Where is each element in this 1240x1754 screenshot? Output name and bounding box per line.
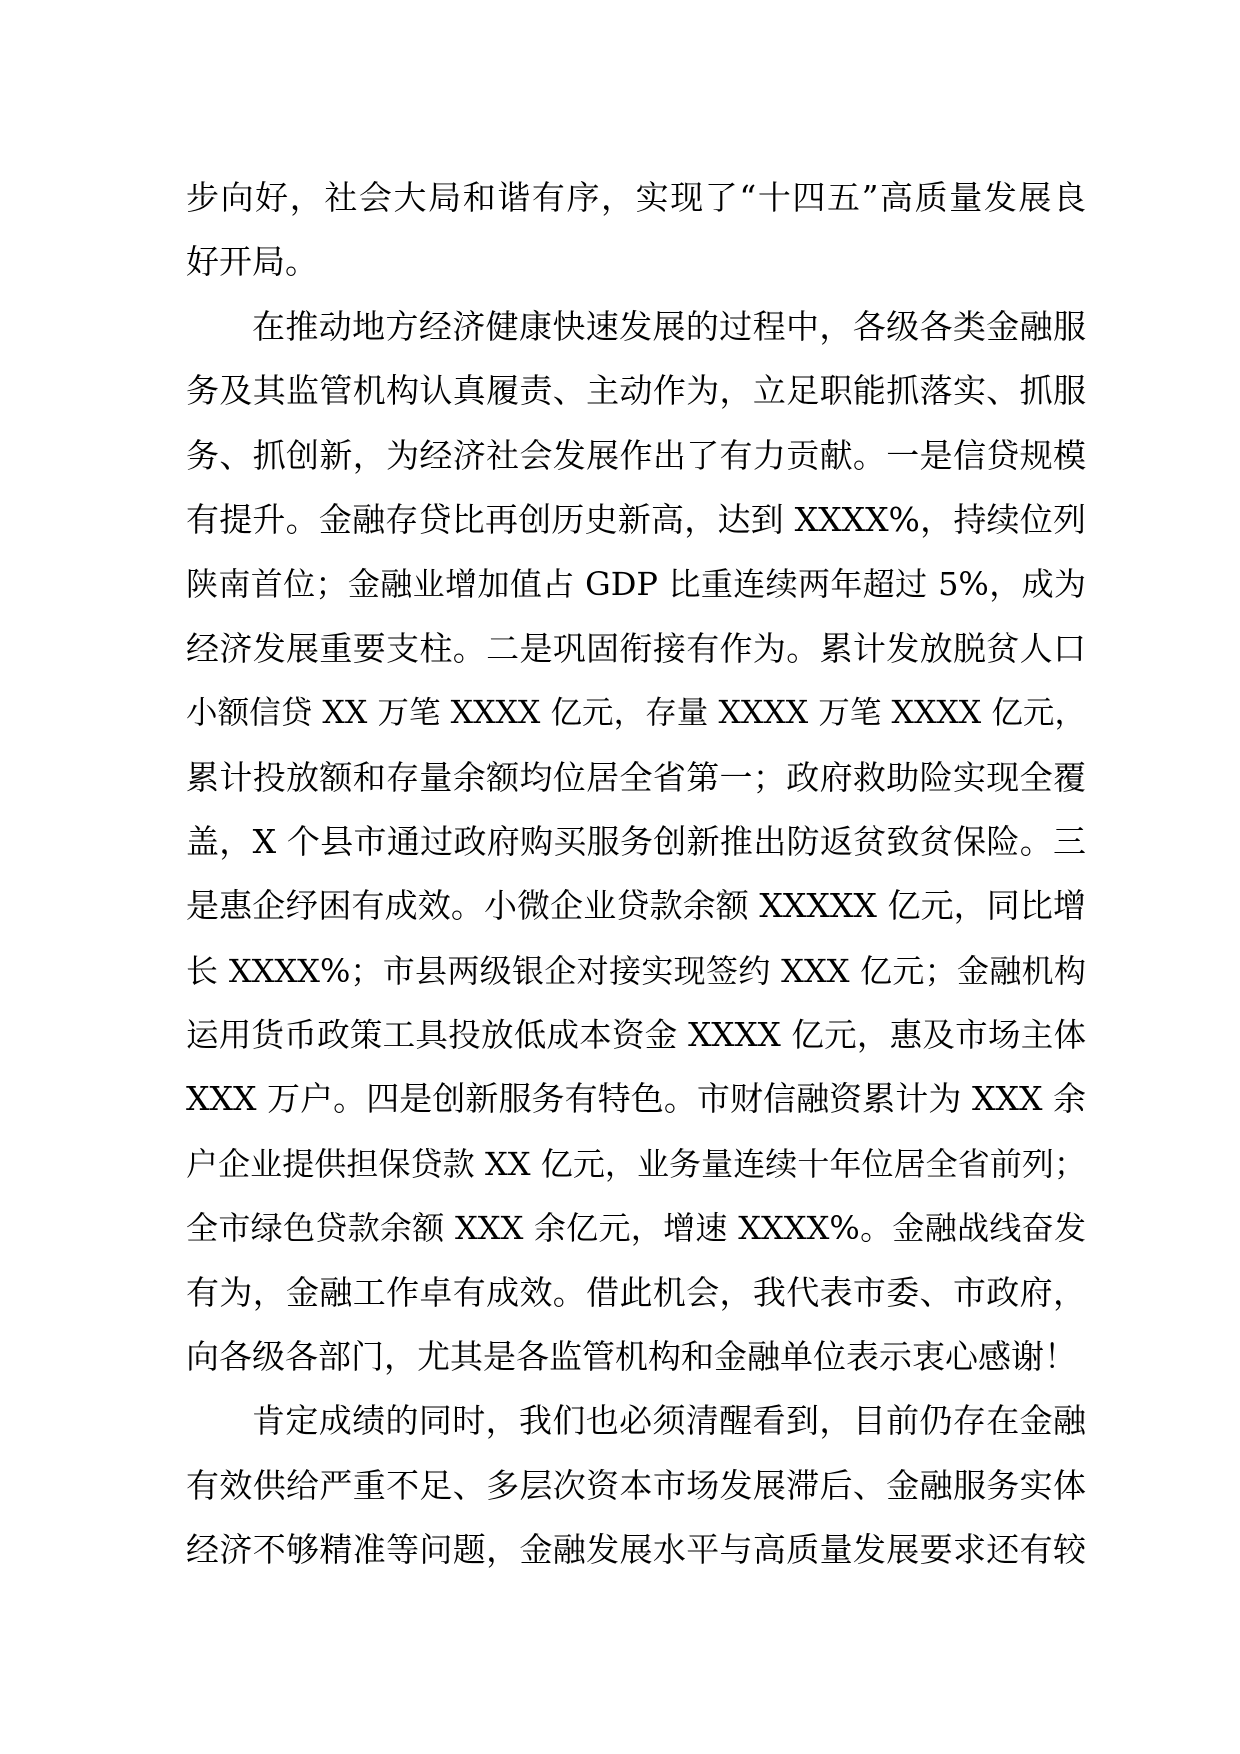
text-line: 经济发展重要支柱。二是巩固衔接有作为。累计发放脱贫人口	[186, 628, 1086, 668]
paragraph-start-line: 肯定成绩的同时，我们也必须清醒看到，目前仍存在金融	[252, 1401, 1086, 1441]
text-line: 盖，X 个县市通过政府购买服务创新推出防返贫致贫保险。三	[186, 821, 1086, 861]
text-line: 有为，金融工作卓有成效。借此机会，我代表市委、市政府，	[186, 1272, 1086, 1312]
text-line: XXX 万户。四是创新服务有特色。市财信融资累计为 XXX 余	[186, 1079, 1086, 1119]
text-line: 步向好，社会大局和谐有序，实现了“十四五”高质量发展良	[186, 178, 1086, 217]
text-line: 经济不够精准等问题，金融发展水平与高质量发展要求还有较	[186, 1530, 1086, 1570]
text-line: 是惠企纾困有成效。小微企业贷款余额 XXXXX 亿元，同比增	[186, 886, 1086, 926]
text-line: 累计投放额和存量余额均位居全省第一；政府救助险实现全覆	[186, 757, 1086, 797]
text-line: 户企业提供担保贷款 XX 亿元，业务量连续十年位居全省前列；	[186, 1144, 1086, 1183]
body-text	[186, 166, 1086, 1583]
text-line: 务及其监管机构认真履责、主动作为，立足职能抓落实、抓服	[186, 371, 1086, 411]
text-line: 务、抓创新，为经济社会发展作出了有力贡献。一是信贷规模	[186, 435, 1086, 475]
paragraph-start-line: 在推动地方经济健康快速发展的过程中，各级各类金融服	[252, 306, 1086, 346]
text-line: 有效供给严重不足、多层次资本市场发展滞后、金融服务实体	[186, 1465, 1086, 1505]
text-line: 小额信贷 XX 万笔 XXXX 亿元，存量 XXXX 万笔 XXXX 亿元，	[186, 695, 1086, 732]
text-line: 运用货币政策工具投放低成本资金 XXXX 亿元，惠及市场主体	[186, 1016, 1086, 1055]
text-line: 有提升。金融存贷比再创历史新高，达到 XXXX%，持续位列	[186, 499, 1086, 539]
text-line: 陕南首位；金融业增加值占 GDP 比重连续两年超过 5%，成为	[186, 565, 1086, 604]
text-line: 长 XXXX%；市县两级银企对接实现签约 XXX 亿元；金融机构	[186, 951, 1086, 990]
text-line: 全市绿色贷款余额 XXX 余亿元，增速 XXXX%。金融战线奋发	[186, 1209, 1086, 1248]
text-line: 好开局。	[186, 242, 318, 282]
text-line: 向各级各部门，尤其是各监管机构和金融单位表示衷心感谢！	[186, 1337, 1077, 1377]
